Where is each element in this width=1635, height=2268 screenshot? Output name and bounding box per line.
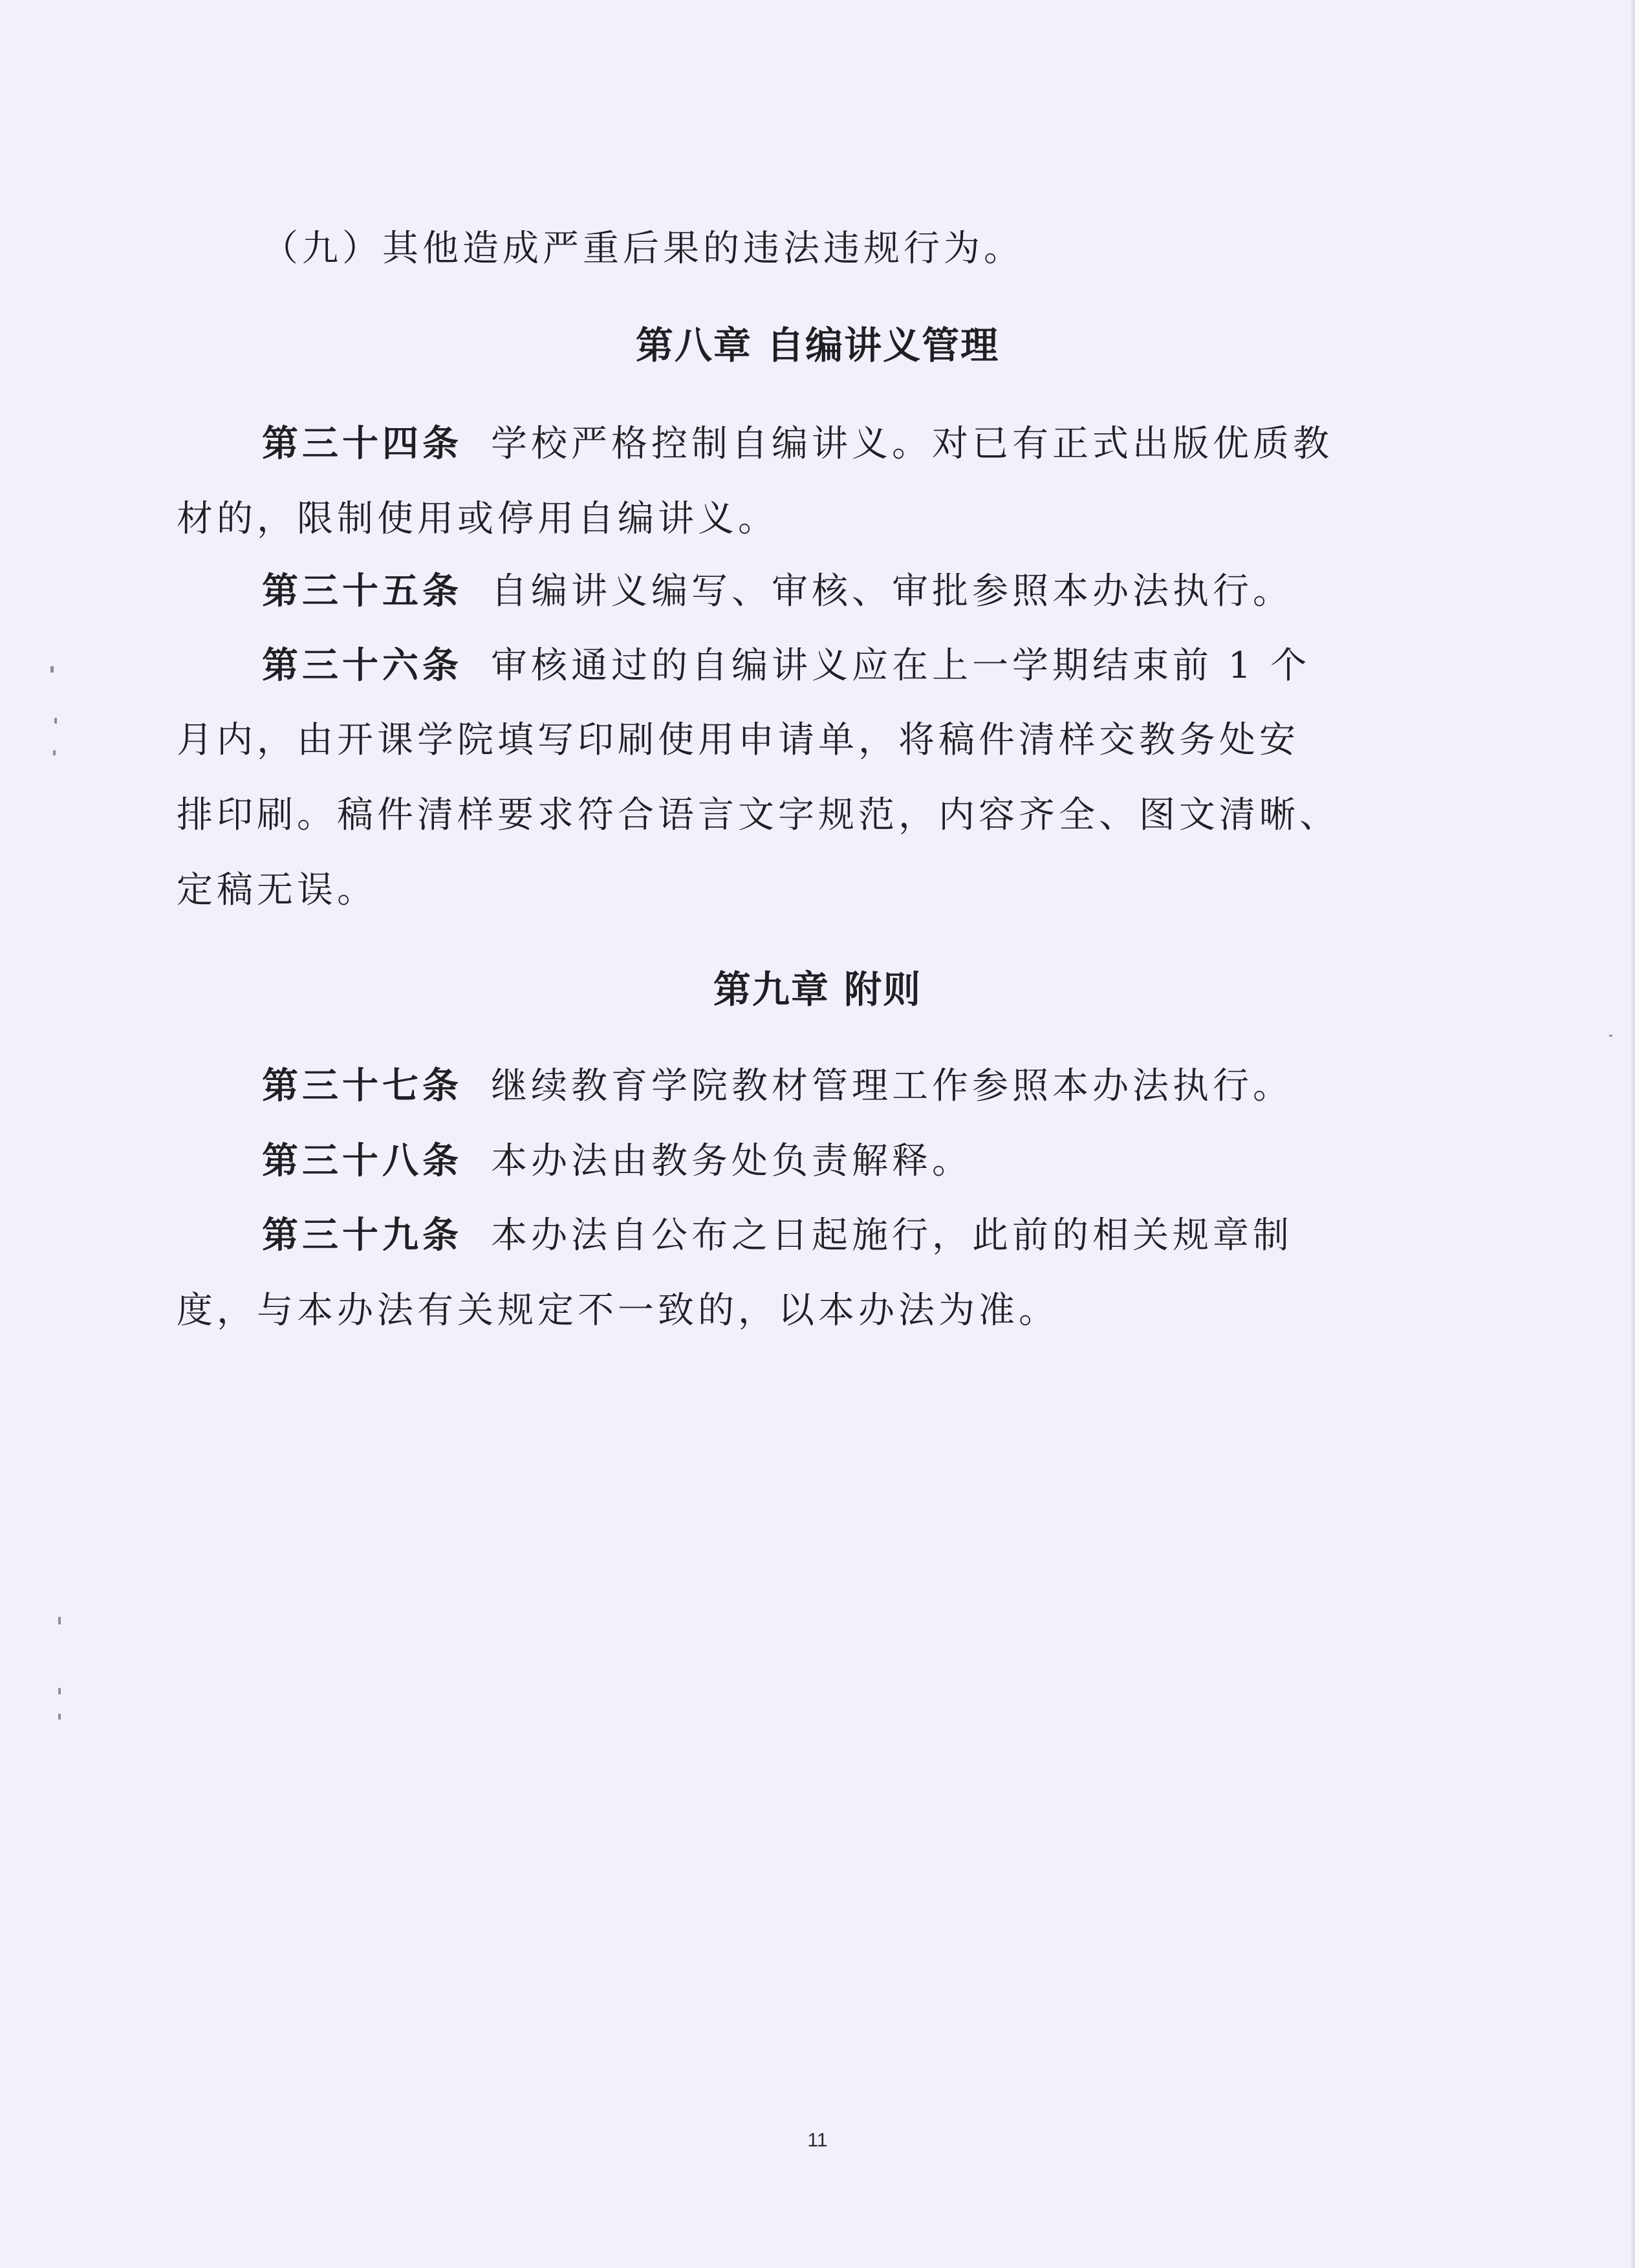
page-number: 11 bbox=[807, 2130, 828, 2151]
scan-speck bbox=[58, 1688, 61, 1694]
scan-speck bbox=[58, 1714, 61, 1720]
article-35-text: 自编讲义编写、审核、审批参照本办法执行。 bbox=[491, 570, 1293, 612]
article-34-line-1 bbox=[262, 422, 1333, 467]
scan-speck bbox=[54, 718, 57, 724]
article-36-label: 第三十六条 bbox=[262, 645, 462, 687]
chapter-9-heading: 第九章 附则 bbox=[713, 967, 922, 1011]
article-39-line-2: 度，与本办法有关规定不一致的，以本办法为准。 bbox=[177, 1290, 1059, 1332]
scan-speck bbox=[50, 666, 54, 673]
article-38-line bbox=[262, 1139, 972, 1184]
scan-speck bbox=[58, 1617, 61, 1625]
article-39-label: 第三十九条 bbox=[262, 1215, 462, 1257]
article-36-line-1 bbox=[262, 643, 1310, 689]
scan-speck bbox=[1609, 1035, 1612, 1037]
article-34-text: 学校严格控制自编讲义。对已有正式出版优质教 bbox=[491, 423, 1333, 465]
article-39-line-1 bbox=[262, 1213, 1293, 1258]
article-36-text-1: 审核通过的自编讲义应在上一学期结束前 1 个 bbox=[491, 645, 1311, 687]
scan-speck bbox=[53, 750, 56, 755]
item-9-line: （九）其他造成严重后果的违法违规行为。 bbox=[262, 228, 1024, 270]
article-36-line-3: 排印刷。稿件清样要求符合语言文字规范，内容齐全、图文清晰、 bbox=[177, 794, 1339, 836]
article-36-line-2: 月内，由开课学院填写印刷使用申请单，将稿件清样交教务处安 bbox=[177, 719, 1299, 761]
article-38-label: 第三十八条 bbox=[262, 1140, 462, 1182]
article-35-label: 第三十五条 bbox=[262, 570, 462, 612]
article-39-text-1: 本办法自公布之日起施行，此前的相关规章制 bbox=[491, 1215, 1293, 1257]
article-37-label: 第三十七条 bbox=[262, 1065, 462, 1107]
chapter-8-heading: 第八章 自编讲义管理 bbox=[635, 323, 1000, 367]
article-38-text: 本办法由教务处负责解释。 bbox=[491, 1140, 972, 1182]
article-37-text: 继续教育学院教材管理工作参照本办法执行。 bbox=[491, 1065, 1293, 1107]
article-37-line bbox=[262, 1064, 1293, 1109]
article-34-line-2: 材的，限制使用或停用自编讲义。 bbox=[177, 498, 778, 540]
article-34-label: 第三十四条 bbox=[262, 423, 462, 465]
article-35-line bbox=[262, 569, 1293, 614]
article-36-line-4: 定稿无误。 bbox=[177, 869, 377, 911]
